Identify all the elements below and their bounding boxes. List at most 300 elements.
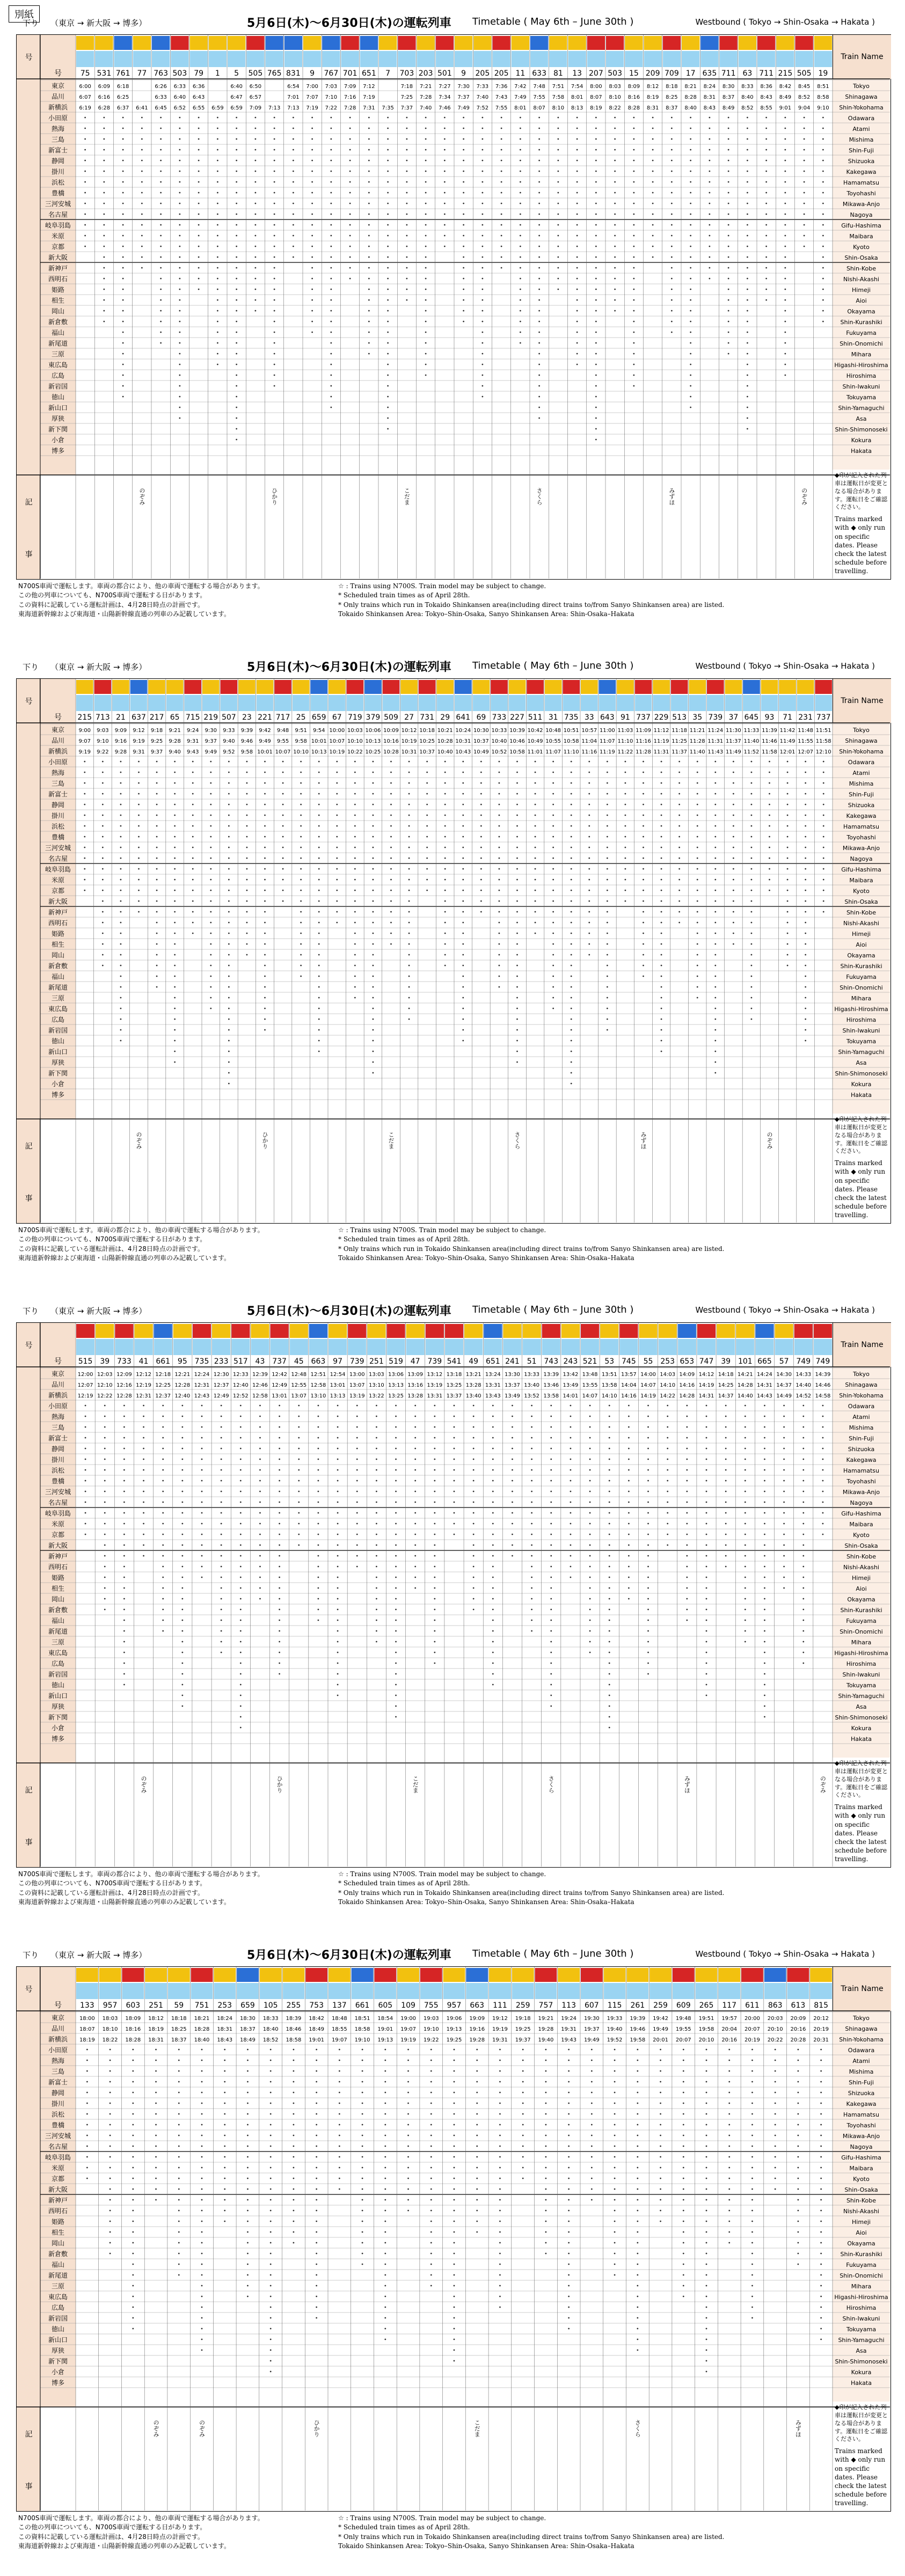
pass-mark — [102, 922, 104, 924]
train-type-block — [561, 1324, 580, 1338]
pass-mark — [217, 267, 218, 269]
pass-mark — [316, 2124, 317, 2126]
pass-mark — [376, 1534, 377, 1535]
pass-mark — [576, 203, 578, 204]
pass-mark — [823, 858, 824, 859]
pass-mark — [201, 2092, 203, 2094]
pass-mark — [709, 117, 710, 119]
remarks-label-text: 記 — [24, 1142, 33, 1150]
station-name-ja: 名古屋 — [48, 211, 68, 218]
pass-mark — [660, 2167, 661, 2169]
pass-mark — [246, 933, 248, 934]
station-name-en: Fukuyama — [846, 1618, 877, 1624]
pass-mark — [254, 267, 256, 269]
departure-time: 10:37 — [473, 738, 489, 744]
pass-mark — [270, 2167, 272, 2169]
station-name-ja: 厚狭 — [51, 2347, 65, 2354]
pass-mark — [174, 954, 176, 956]
pass-mark — [178, 2178, 180, 2179]
pass-mark — [254, 310, 256, 312]
pass-mark — [390, 772, 392, 773]
train-number: 75 — [80, 69, 90, 78]
pass-mark — [362, 2092, 363, 2094]
pass-mark — [643, 901, 644, 902]
pass-mark — [395, 1491, 397, 1492]
pass-mark — [481, 289, 483, 290]
pass-mark — [686, 1502, 688, 1503]
departure-time: 7:07 — [306, 94, 318, 100]
train-type-block — [231, 1324, 250, 1338]
train-number: 21 — [116, 713, 126, 722]
pass-mark — [609, 1555, 610, 1557]
departure-time: 13:01 — [330, 1382, 346, 1388]
pass-mark — [395, 1448, 397, 1450]
pass-mark — [625, 879, 626, 881]
pass-mark — [132, 2307, 134, 2308]
pass-mark — [552, 954, 554, 956]
pass-mark — [625, 815, 626, 816]
pass-mark — [706, 1459, 707, 1460]
pass-mark — [588, 954, 590, 956]
departure-time: 6:33 — [155, 94, 167, 100]
departure-time: 11:48 — [798, 728, 814, 734]
pass-mark — [609, 1534, 610, 1535]
pass-mark — [499, 943, 500, 945]
departure-time: 10:40 — [491, 738, 507, 744]
pass-mark — [784, 203, 786, 204]
pass-mark — [337, 1641, 339, 1643]
pass-mark — [201, 2167, 203, 2169]
station-name-ja: 米原 — [51, 232, 65, 240]
pass-mark — [595, 439, 597, 441]
pass-mark — [725, 1426, 727, 1428]
pass-mark — [706, 2060, 707, 2061]
pass-mark — [264, 804, 266, 806]
departure-time: 18:49 — [309, 2026, 325, 2032]
pass-mark — [444, 149, 446, 151]
departure-time: 13:28 — [407, 1393, 424, 1399]
station-name-en: Shin-Kobe — [846, 2197, 877, 2204]
pass-mark — [387, 321, 389, 323]
pass-mark — [499, 793, 500, 795]
pass-mark — [538, 203, 540, 204]
pass-mark — [550, 1512, 552, 1514]
pass-mark — [568, 2231, 570, 2233]
train-color-block — [417, 51, 435, 67]
station-name-en: Asa — [856, 1059, 867, 1066]
pass-mark — [571, 922, 572, 924]
station-name-ja: 新横浜 — [48, 748, 68, 755]
train-number: 607 — [584, 2001, 599, 2010]
station-name-ja: 小倉 — [51, 436, 65, 444]
pass-mark — [706, 2199, 707, 2201]
pass-mark — [373, 1072, 374, 1074]
train-number: 253 — [217, 2001, 232, 2010]
pass-mark — [155, 2178, 157, 2179]
pass-mark — [576, 138, 578, 140]
train-number: 209 — [645, 69, 660, 78]
pass-mark — [765, 214, 767, 215]
pass-mark — [201, 2113, 203, 2115]
train-number: 863 — [768, 2001, 783, 2010]
pass-mark — [425, 375, 427, 376]
route-label-en: Westbound ( Tokyo → Shin-Osaka → Hakata ) — [695, 661, 875, 671]
pass-mark — [764, 1684, 765, 1686]
pass-mark — [293, 2081, 295, 2083]
pass-mark — [769, 815, 770, 816]
pass-mark — [725, 1555, 727, 1557]
pass-mark — [473, 1598, 475, 1600]
train-type-block — [271, 1324, 289, 1338]
pass-mark — [104, 1437, 106, 1439]
station-name-en: Okayama — [847, 308, 875, 315]
train-number: 611 — [745, 2001, 760, 2010]
pass-mark — [522, 2124, 524, 2126]
pass-mark — [476, 2178, 478, 2179]
pass-mark — [589, 1566, 591, 1568]
pass-mark — [132, 2210, 134, 2212]
pass-mark — [706, 2210, 707, 2212]
pass-mark — [318, 933, 320, 934]
pass-mark — [706, 1577, 707, 1578]
pass-mark — [120, 879, 122, 881]
departure-time: 19:24 — [561, 2016, 577, 2022]
pass-mark — [545, 2070, 547, 2072]
pass-mark — [274, 375, 275, 376]
pass-mark — [178, 2210, 180, 2212]
pass-mark — [499, 847, 500, 848]
pass-mark — [686, 1416, 688, 1417]
pass-mark — [311, 289, 313, 290]
pass-mark — [160, 128, 162, 129]
pass-mark — [318, 1609, 319, 1611]
pass-mark — [463, 192, 464, 194]
pass-mark — [802, 1566, 804, 1568]
pass-mark — [661, 868, 662, 870]
pass-mark — [481, 149, 483, 151]
pass-mark — [747, 128, 748, 129]
pass-mark — [725, 1534, 727, 1535]
pass-mark — [298, 1480, 300, 1482]
pass-mark — [110, 2253, 111, 2255]
departure-time: 14:16 — [621, 1393, 637, 1399]
departure-time: 18:54 — [377, 2016, 393, 2022]
pass-mark — [751, 772, 753, 773]
pass-mark — [614, 2060, 616, 2061]
pass-mark — [247, 2081, 249, 2083]
station-name-en: Kyoto — [853, 888, 870, 895]
departure-time: 8:52 — [798, 94, 811, 100]
pass-mark — [614, 192, 616, 194]
pass-mark — [787, 772, 789, 773]
pass-mark — [201, 2221, 203, 2222]
pass-mark — [198, 138, 200, 140]
pass-mark — [745, 1416, 746, 1417]
train-color-block — [523, 1339, 541, 1355]
train-color-block — [145, 1983, 167, 1999]
departure-time: 10:12 — [401, 728, 417, 734]
pass-mark — [336, 836, 338, 838]
pass-mark — [637, 2113, 638, 2115]
pass-mark — [661, 976, 662, 977]
pass-mark — [709, 128, 710, 129]
pass-mark — [336, 815, 338, 816]
pass-mark — [647, 1566, 649, 1568]
pass-mark — [354, 965, 356, 967]
pass-mark — [784, 128, 786, 129]
departure-time: 7:22 — [325, 105, 338, 111]
pass-mark — [765, 192, 767, 194]
pass-mark — [86, 2178, 88, 2179]
pass-mark — [316, 2285, 317, 2287]
departure-time: 9:55 — [276, 738, 289, 744]
pass-mark — [122, 214, 124, 215]
pass-mark — [535, 911, 536, 913]
pass-mark — [330, 246, 332, 247]
pass-mark — [264, 965, 266, 967]
train-number: 97 — [333, 1357, 342, 1366]
pass-mark — [240, 1566, 242, 1568]
pass-mark — [747, 396, 748, 398]
pass-mark — [492, 1523, 494, 1525]
pass-mark — [550, 1673, 552, 1675]
train-type-block — [599, 680, 616, 694]
pass-mark — [643, 825, 644, 827]
pass-mark — [160, 138, 162, 140]
pass-mark — [545, 2081, 547, 2083]
pass-mark — [463, 289, 464, 290]
pass-mark — [221, 1491, 222, 1492]
pass-mark — [132, 2113, 134, 2115]
note-ja: ◆印が記入された列車は運転日が変更となる場合があります。運転日をご確認ください。 — [835, 1760, 888, 1799]
pass-mark — [179, 224, 180, 226]
pass-mark — [595, 224, 597, 226]
departure-time: 12:12 — [136, 1372, 151, 1378]
pass-mark — [110, 2135, 111, 2136]
pass-mark — [709, 257, 710, 258]
pass-mark — [570, 1491, 572, 1492]
pass-mark — [103, 181, 105, 183]
pass-mark — [247, 2103, 249, 2104]
pass-mark — [192, 868, 194, 870]
pass-mark — [279, 1491, 280, 1492]
pass-mark — [293, 2070, 295, 2072]
train-color-block — [154, 1339, 172, 1355]
pass-mark — [805, 761, 806, 763]
pass-mark — [609, 1673, 610, 1675]
pass-mark — [745, 1598, 746, 1600]
pass-mark — [609, 1480, 610, 1482]
train-type-block — [260, 1968, 282, 1982]
station-name-ja: 名古屋 — [48, 855, 68, 862]
departure-time: 8:01 — [514, 105, 527, 111]
pass-mark — [462, 772, 464, 773]
train-color-block — [419, 695, 436, 711]
pass-mark — [552, 782, 554, 784]
train-color-block — [491, 695, 508, 711]
pass-mark — [589, 1587, 591, 1589]
departure-time: 12:37 — [213, 1382, 229, 1388]
pass-mark — [174, 976, 176, 977]
pass-mark — [570, 1416, 572, 1417]
pass-mark — [84, 235, 86, 237]
pass-mark — [576, 192, 578, 194]
train-color-block — [741, 1983, 763, 1999]
pass-mark — [373, 997, 374, 999]
pass-mark — [607, 954, 608, 956]
departure-time: 19:01 — [309, 2037, 325, 2043]
train-color-block — [697, 1339, 716, 1355]
pass-mark — [751, 2317, 753, 2319]
pass-mark — [224, 2146, 225, 2147]
pass-mark — [201, 2156, 203, 2158]
pass-mark — [270, 2221, 272, 2222]
pass-mark — [492, 1534, 494, 1535]
pass-mark — [728, 2146, 730, 2147]
pass-mark — [132, 2060, 134, 2061]
pass-mark — [709, 160, 710, 162]
pass-mark — [706, 1512, 707, 1514]
departure-time: 9:19 — [133, 738, 145, 744]
pass-mark — [141, 181, 143, 183]
pass-mark — [462, 836, 464, 838]
departure-time: 13:22 — [368, 1393, 384, 1399]
pass-mark — [373, 879, 374, 881]
pass-mark — [300, 911, 302, 913]
pass-mark — [595, 181, 597, 183]
pass-mark — [387, 192, 389, 194]
departure-time: 19:52 — [607, 2037, 623, 2043]
pass-mark — [628, 1512, 630, 1514]
pass-mark — [499, 804, 500, 806]
pass-mark — [538, 214, 540, 215]
pass-mark — [362, 2178, 363, 2179]
pass-mark — [568, 2070, 570, 2072]
pass-mark — [690, 203, 691, 204]
pass-mark — [609, 1706, 610, 1707]
pass-mark — [589, 1512, 591, 1514]
departure-time: 14:24 — [757, 1372, 772, 1378]
pass-mark — [747, 246, 748, 247]
pass-mark — [499, 2242, 501, 2244]
train-type-block — [649, 1968, 672, 1982]
pass-mark — [492, 1405, 494, 1407]
pass-mark — [804, 192, 805, 194]
pass-mark — [120, 1019, 122, 1020]
departure-time: 14:10 — [601, 1393, 617, 1399]
pass-mark — [454, 1469, 455, 1471]
pass-mark — [179, 171, 180, 172]
pass-mark — [550, 1663, 552, 1664]
pass-mark — [408, 868, 410, 870]
station-name-en: Tokuyama — [846, 2326, 877, 2333]
pass-mark — [373, 868, 374, 870]
pass-mark — [174, 911, 176, 913]
pass-mark — [434, 1480, 435, 1482]
station-name-ja: 豊橋 — [51, 833, 65, 841]
pass-mark — [751, 2070, 753, 2072]
pass-mark — [686, 1545, 688, 1546]
pass-mark — [787, 761, 789, 763]
pass-mark — [607, 772, 608, 773]
pass-mark — [473, 1534, 475, 1535]
pass-mark — [362, 2070, 363, 2072]
pass-mark — [661, 1029, 662, 1031]
pass-mark — [576, 214, 578, 215]
pass-mark — [376, 1448, 377, 1450]
pass-mark — [240, 1426, 242, 1428]
pass-mark — [473, 1545, 475, 1546]
pass-mark — [512, 1534, 513, 1535]
station-name-en: Asa — [856, 2347, 867, 2354]
departure-time: 7:55 — [495, 105, 508, 111]
row-label-text: 号 — [24, 697, 33, 705]
pass-mark — [765, 257, 767, 258]
footnote-en: * Only trains which run in Tokaido Shinkansen area(including direct trains to/from Sanyo Shinkansen area) are listed. — [338, 1889, 725, 1897]
pass-mark — [501, 224, 502, 226]
pass-mark — [264, 1029, 266, 1031]
pass-mark — [156, 782, 158, 784]
departure-time: 19:55 — [675, 2026, 691, 2032]
pass-mark — [609, 1577, 610, 1578]
pass-mark — [661, 1008, 662, 1009]
departure-time: 13:03 — [368, 1372, 384, 1378]
pass-mark — [463, 128, 464, 129]
pass-mark — [414, 1502, 416, 1503]
pass-mark — [293, 2146, 295, 2147]
pass-mark — [751, 761, 753, 763]
pass-mark — [552, 976, 554, 977]
train-color-block — [815, 695, 832, 711]
pass-mark — [279, 1523, 280, 1525]
pass-mark — [531, 1491, 532, 1492]
train-color-block — [420, 1983, 442, 1999]
pass-mark — [683, 2070, 684, 2072]
pass-mark — [805, 847, 806, 848]
pass-mark — [538, 149, 540, 151]
pass-mark — [240, 1534, 242, 1535]
departure-time: 18:37 — [171, 2037, 187, 2043]
pass-mark — [570, 1480, 572, 1482]
pass-mark — [132, 2156, 134, 2158]
train-type-block — [512, 36, 529, 50]
pass-mark — [120, 890, 122, 891]
pass-mark — [476, 2167, 478, 2169]
pass-mark — [609, 1716, 610, 1718]
pass-mark — [661, 804, 662, 806]
train-color-block — [581, 1983, 603, 1999]
departure-time: 13:00 — [349, 1372, 365, 1378]
pass-mark — [820, 2199, 822, 2201]
pass-mark — [274, 128, 275, 129]
departure-time: 20:28 — [790, 2037, 806, 2043]
train-type-block — [115, 1324, 133, 1338]
departure-time: 20:12 — [813, 2016, 829, 2022]
departure-time: 10:40 — [437, 749, 453, 755]
pass-mark — [434, 1523, 435, 1525]
pass-mark — [181, 1587, 183, 1589]
train-number: 241 — [505, 1357, 520, 1366]
pass-mark — [330, 235, 332, 237]
pass-mark — [516, 922, 518, 924]
pass-mark — [822, 299, 824, 301]
pass-mark — [198, 224, 200, 226]
departure-time: 9:28 — [114, 749, 127, 755]
pass-mark — [660, 2189, 661, 2190]
pass-mark — [434, 1502, 435, 1503]
pass-mark — [480, 804, 482, 806]
pass-mark — [501, 235, 502, 237]
